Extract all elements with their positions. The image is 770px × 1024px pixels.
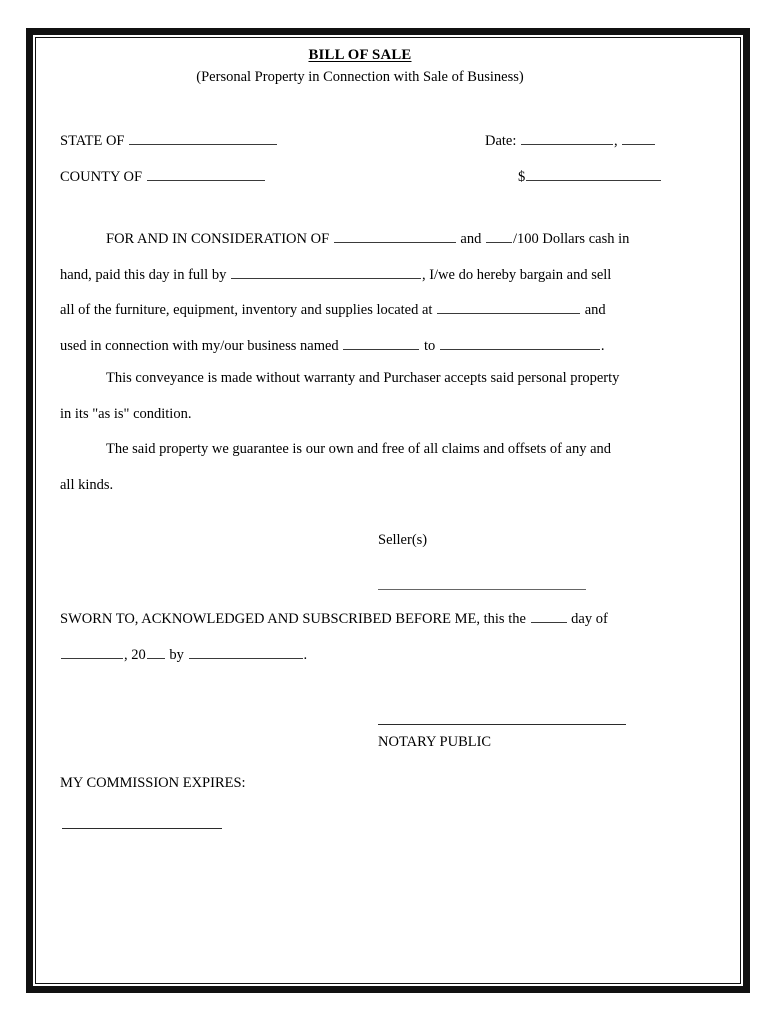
sworn-text-b: day of [571,611,608,628]
consideration-text-f: all of the furniture, equipment, inventory and supplies located at [60,302,433,319]
amount-blank[interactable] [526,167,661,181]
consideration-text-g: and [584,302,606,319]
amount-field [518,167,662,185]
warranty-paragraph [60,371,660,442]
seller-signature-line[interactable] [378,589,586,590]
consideration-text-b: and [460,231,482,248]
commission-expires-block [60,776,660,856]
guarantee-paragraph [60,442,660,513]
guarantee-text-2: all kinds. [60,476,114,493]
consideration-text-e: , I/we do hereby bargain and sell [421,266,612,283]
sworn-person-blank[interactable] [189,645,303,659]
state-label: STATE OF [60,133,125,150]
sworn-day-blank[interactable] [531,609,567,623]
consideration-text-d: hand, paid this day in full by [60,266,227,283]
business-name-blank[interactable] [343,336,419,350]
consideration-text-c: /100 Dollars cash in [512,231,630,248]
warranty-line-2 [60,407,660,443]
date-field [485,131,656,149]
county-blank[interactable] [147,167,265,181]
notary-public-label: NOTARY PUBLIC [378,734,492,751]
date-month-blank[interactable] [521,131,613,145]
commission-expires-line[interactable] [62,828,222,829]
state-date-row [60,131,660,167]
consideration-line-3 [60,300,660,336]
guarantee-text-1: The said property we guarantee is our own and free of all claims and offsets of any and [106,441,612,458]
page-subtitle: (Personal Property in Connection with Sale of Business) [196,68,524,85]
date-label: Date: [485,133,517,150]
sworn-statement [60,609,660,680]
notary-signature-block [60,680,660,776]
consideration-text-h: used in connection with my/our business named [60,337,339,354]
consideration-text-j: . [600,337,605,354]
document-body [60,48,660,856]
sworn-line-1 [60,609,660,645]
state-field [60,131,278,149]
consideration-amount-words-blank[interactable] [334,229,456,243]
consideration-line-4 [60,336,660,372]
commission-expires-label: MY COMMISSION EXPIRES: [60,775,246,792]
buyer-business-blank[interactable] [440,336,600,350]
sworn-text-d: by [169,646,184,663]
consideration-cents-blank[interactable] [486,229,512,243]
sworn-year-blank[interactable] [147,645,165,659]
seller-label: Seller(s) [378,532,428,549]
consideration-text-a: FOR AND IN CONSIDERATION OF [106,231,330,248]
guarantee-line-1 [60,442,660,478]
sworn-line-2 [60,645,660,681]
sworn-text-e: . [303,646,308,663]
page-title [60,48,660,63]
county-label: COUNTY OF [60,169,143,186]
sworn-month-blank[interactable] [61,645,123,659]
county-field [60,167,266,185]
currency-symbol: $ [518,169,526,186]
date-year-blank[interactable] [622,131,655,145]
sworn-text-c: , 20 [124,646,146,663]
consideration-line-1 [60,229,660,265]
purchaser-name-blank[interactable] [231,265,421,279]
state-blank[interactable] [129,131,277,145]
consideration-line-2 [60,265,660,301]
guarantee-line-2 [60,478,660,514]
seller-signature-block [60,513,660,609]
warranty-text-1: This conveyance is made without warranty and Purchaser accepts said personal property [106,370,620,387]
county-amount-row [60,167,660,203]
page-title-text: BILL OF SALE [308,47,412,63]
consideration-text-i: to [423,337,436,354]
consideration-paragraph [60,229,660,371]
sworn-text-a: SWORN TO, ACKNOWLEDGED AND SUBSCRIBED BEFORE ME, this the [60,611,526,628]
warranty-text-2: in its "as is" condition. [60,405,192,422]
date-comma: , [614,133,618,150]
property-location-blank[interactable] [437,300,580,314]
notary-signature-line[interactable] [378,724,626,725]
warranty-line-1 [60,371,660,407]
